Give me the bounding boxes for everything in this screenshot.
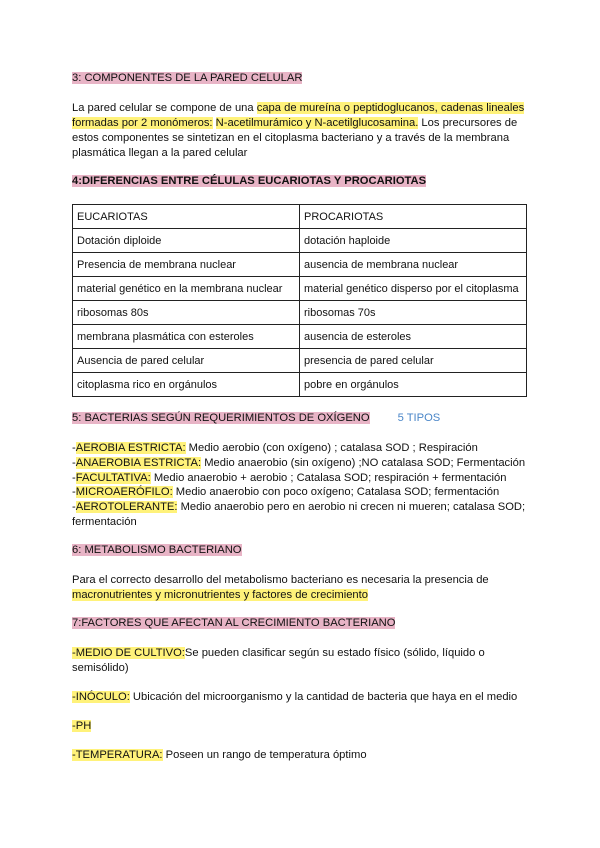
item-text: Medio anaerobio (sin oxígeno) ;NO catalasa SOD; Fermentación [201,456,526,469]
eucariotas-cell: membrana plasmática con esteroles [73,325,300,349]
s6-paragraph-line-2 [72,588,368,602]
table-row [73,301,527,325]
s7-inoculo-term: -INÓCULO: [72,691,130,703]
oxygen-type-item [72,471,506,485]
section-6-heading-text: 6: METABOLISMO BACTERIANO [72,544,242,556]
section-5-heading-text: 5: BACTERIAS SEGÚN REQUERIMIENTOS DE OXÍGENO [72,412,370,424]
s7-medio-line-2: semisólido) [72,662,129,674]
s3-highlight-2: N-acetilmurámico y N-acetilglucosamina. [215,117,419,129]
s7-medio-line [72,646,485,660]
section-3-heading-text: 3: COMPONENTES DE LA PARED CELULAR [72,72,303,84]
s3-text-before: La pared celular se compone de una [72,102,257,114]
oxygen-type-item [72,456,525,470]
table-row [73,229,527,253]
s7-temp-line [72,748,367,762]
item-dash: - [72,456,76,469]
s7-inoculo-line [72,690,517,704]
item-term: MICROAERÓFILO: [75,486,173,499]
section-6-heading [72,544,242,556]
s7-temp-text: Poseen un rango de temperatura óptimo [162,749,367,761]
item-term: AEROBIA ESTRICTA: [75,442,186,454]
s7-temp-term: -TEMPERATURA: [72,749,163,761]
procariotas-cell: presencia de pared celular [300,349,527,373]
procariotas-cell: dotación haploide [300,229,527,253]
s6-paragraph-line-1: Para el correcto desarrollo del metabolismo bacteriano es necesaria la presencia de [72,574,489,586]
table-row [73,373,527,397]
table-row [73,349,527,373]
eucariotas-cell: EUCARIOTAS [73,205,300,229]
oxygen-type-item [72,441,478,455]
oxygen-type-item [72,500,525,514]
item-text: Medio anaerobio con poco oxígeno; Catalasa SOD; fermentación [172,486,500,499]
section-7-heading-text: 7:FACTORES QUE AFECTAN AL CRECIMIENTO BACTERIANO [72,617,396,629]
section-4-heading-text: 4:DIFERENCIAS ENTRE CÉLULAS EUCARIOTAS Y PROCARIOTAS [72,175,427,187]
item-text: Medio anaerobio pero en aerobio ni crecen ni mueren; catalasa SOD; [177,501,526,514]
item-term: FACULTATIVA: [75,471,151,484]
eucariotas-cell: citoplasma rico en orgánulos [73,373,300,397]
item-term: ANAEROBIA ESTRICTA: [75,456,202,469]
s7-medio-text: Se pueden clasificar según su estado físico (sólido, líquido o [184,647,485,659]
procariotas-cell: PROCARIOTAS [300,205,527,229]
section-5-heading [72,412,440,424]
table-row [73,325,527,349]
procariotas-cell: ausencia de esteroles [300,325,527,349]
table-row [73,253,527,277]
comparison-table [72,204,527,397]
section-7-heading [72,617,395,629]
oxygen-type-item [72,485,499,499]
s7-ph-term: -PH [72,720,92,732]
s7-ph-line [72,719,91,733]
eucariotas-cell: Presencia de membrana nuclear [73,253,300,277]
item-dash: - [72,442,76,454]
item-text: Medio anaerobio + aerobio ; Catalasa SOD; respiración + fermentación [150,471,507,484]
procariotas-cell: ausencia de membrana nuclear [300,253,527,277]
s7-medio-term: -MEDIO DE CULTIVO: [72,647,185,659]
item-dash: - [72,471,76,484]
tipos-note: 5 TIPOS [397,412,441,424]
s3-highlight-1: capa de mureína o peptidoglucanos, cadenas lineales formadas por 2 monómeros: [72,102,525,129]
eucariotas-cell: ribosomas 80s [73,301,300,325]
s5-last-line: fermentación [72,516,137,528]
section-4-heading [72,175,426,187]
procariotas-cell: material genético disperso por el citoplasma [300,277,527,301]
procariotas-cell: pobre en orgánulos [300,373,527,397]
item-text: Medio aerobio (con oxígeno) ; catalasa SOD ; Respiración [185,442,478,454]
procariotas-cell: ribosomas 70s [300,301,527,325]
s7-inoculo-text: Ubicación del microorganismo y la cantidad de bacteria que haya en el medio [129,691,518,703]
item-dash: - [72,501,76,514]
table-row [73,277,527,301]
table-header-row [73,205,527,229]
section-3-heading [72,72,302,84]
s3-text-after: Los precursores de estos componentes se sintetizan en el citoplasma bacteriano y a través de la membrana plasmática llegan a la pared celular [72,117,518,159]
eucariotas-cell: Ausencia de pared celular [73,349,300,373]
item-term: AEROTOLERANTE: [75,501,178,514]
s6-highlight: macronutrientes y micronutrientes y factores de crecimiento [72,589,368,601]
section-3-paragraph [72,101,528,161]
item-dash: - [72,486,76,499]
eucariotas-cell: material genético en la membrana nuclear [73,277,300,301]
eucariotas-cell: Dotación diploide [73,229,300,253]
